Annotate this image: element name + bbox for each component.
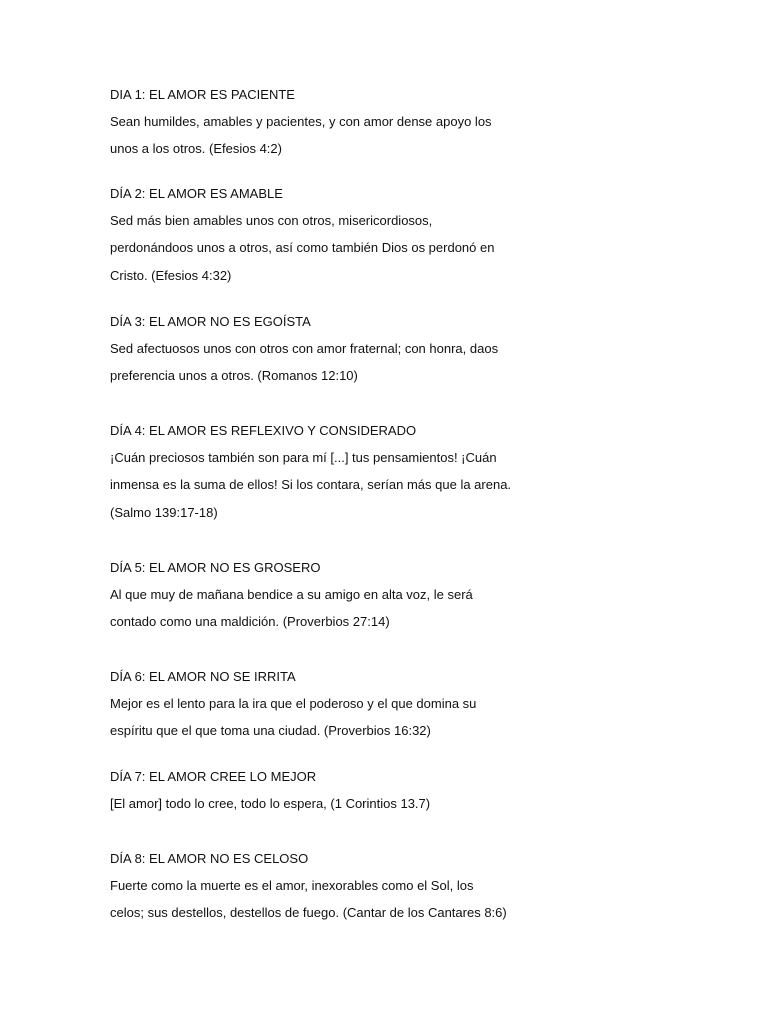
day-4-heading: DÍA 4: EL AMOR ES REFLEXIVO Y CONSIDERADO — [110, 423, 417, 438]
day-2-entry — [110, 180, 530, 289]
day-4-text-line-3: (Salmo 139:17-18) — [110, 504, 218, 520]
day-6-entry — [110, 663, 530, 745]
day-8-heading: DÍA 8: EL AMOR NO ES CELOSO — [110, 851, 309, 866]
day-4-text-line-1: ¡Cuán preciosos también son para mí [...] tus pensamientos! ¡Cuán — [110, 450, 497, 465]
day-1-entry — [110, 81, 530, 163]
day-7-entry — [110, 763, 530, 817]
day-8-text-line-1: Fuerte como la muerte es el amor, inexorables como el Sol, los — [110, 878, 474, 893]
day-4-text-line-2: inmensa es la suma de ellos! Si los contara, serían más que la arena. — [110, 477, 512, 493]
day-8-entry — [110, 845, 530, 927]
day-5-heading: DÍA 5: EL AMOR NO ES GROSERO — [110, 560, 321, 575]
day-3-heading: DÍA 3: EL AMOR NO ES EGOÍSTA — [110, 314, 311, 329]
day-2-heading: DÍA 2: EL AMOR ES AMABLE — [110, 186, 283, 201]
day-7-heading: DÍA 7: EL AMOR CREE LO MEJOR — [110, 769, 317, 784]
day-3-text-line-1: Sed afectuosos unos con otros con amor fraternal; con honra, daos — [110, 341, 499, 356]
day-1-text-line-2: unos a los otros. (Efesios 4:2) — [110, 141, 282, 157]
day-2-text-line-3: Cristo. (Efesios 4:32) — [110, 267, 232, 283]
day-5-text-line-1: Al que muy de mañana bendice a su amigo en alta voz, le será — [110, 587, 473, 602]
day-3-text-line-2: preferencia unos a otros. (Romanos 12:10) — [110, 368, 358, 384]
day-8-text-line-2: celos; sus destellos, destellos de fuego. (Cantar de los Cantares 8:6) — [110, 905, 507, 921]
day-6-heading: DÍA 6: EL AMOR NO SE IRRITA — [110, 669, 296, 684]
day-5-text-line-2: contado como una maldición. (Proverbios 27:14) — [110, 614, 390, 630]
day-1-heading: DIA 1: EL AMOR ES PACIENTE — [110, 87, 295, 102]
day-5-entry — [110, 554, 530, 636]
day-3-entry — [110, 308, 530, 390]
day-7-text-line-1: [El amor] todo lo cree, todo lo espera, (1 Corintios 13.7) — [110, 796, 431, 811]
day-6-text-line-2: espíritu que el que toma una ciudad. (Proverbios 16:32) — [110, 723, 431, 739]
day-2-text-line-1: Sed más bien amables unos con otros, misericordiosos, — [110, 213, 433, 228]
day-4-entry — [110, 417, 530, 526]
day-6-text-line-1: Mejor es el lento para la ira que el poderoso y el que domina su — [110, 696, 477, 711]
day-1-text-line-1: Sean humildes, amables y pacientes, y con amor dense apoyo los — [110, 114, 492, 129]
day-2-text-line-2: perdonándoos unos a otros, así como también Dios os perdonó en — [110, 240, 495, 256]
